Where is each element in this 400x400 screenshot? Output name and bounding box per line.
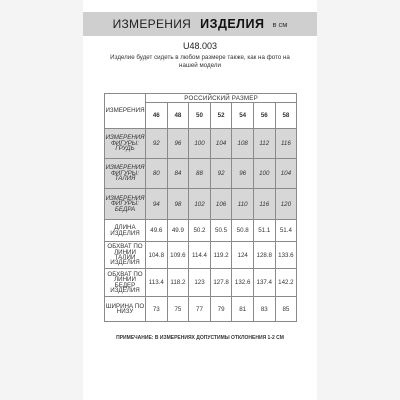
table-cell: 81 (232, 297, 254, 322)
table-cell: 137.4 (253, 269, 275, 297)
tolerance-note: ПРИМЕЧАНИЕ: В ИЗМЕРЕНИЯХ ДОПУСТИМЫ ОТКЛОНЕНИЯ 1-2 СМ (116, 335, 284, 341)
table-row-chest (105, 129, 297, 159)
table-cell: 104.8 (146, 242, 168, 269)
row-label-line: ФИГУРЫ: ГРУДЬ (111, 139, 139, 153)
title-word-product: ИЗДЕЛИЯ (200, 17, 265, 31)
row-label (105, 129, 146, 159)
table-cell: 51.4 (275, 220, 297, 242)
row-label-line: ИЗМЕРЕНИЯ (105, 164, 145, 172)
table-cell: 106 (210, 189, 232, 220)
table-cell: 73 (146, 297, 168, 322)
row-label-line: ИЗДЕЛИЯ (110, 286, 140, 294)
table-cell: 92 (210, 159, 232, 189)
size-header: 48 (167, 103, 189, 129)
table-cell: 119.2 (210, 242, 232, 269)
title-unit: в см (272, 19, 288, 29)
table-cell: 49.9 (167, 220, 189, 242)
table-cell: 75 (167, 297, 189, 322)
table-row-hips (105, 189, 297, 220)
table-cell: 123 (189, 269, 211, 297)
table-cell: 50.2 (189, 220, 211, 242)
row-label-line: ИЗМЕРЕНИЯ (105, 134, 145, 142)
table-cell: 114.4 (189, 242, 211, 269)
table-cell: 133.6 (275, 242, 297, 269)
table-cell: 100 (189, 129, 211, 159)
table-cell: 96 (167, 129, 189, 159)
table-cell: 98 (167, 189, 189, 220)
table-cell: 50.5 (210, 220, 232, 242)
table-cell: 113.4 (146, 269, 168, 297)
table-cell: 94 (146, 189, 168, 220)
row-label-line: ОБХВАТ ПО (107, 243, 143, 251)
table-cell: 49.6 (146, 220, 168, 242)
row-label-line: ЛИНИИ БЕДЕР (114, 276, 136, 289)
table-cell: 104 (275, 159, 297, 189)
row-label-line: ДЛИНА ИЗДЕЛИЯ (110, 224, 140, 237)
table-cell: 83 (253, 297, 275, 322)
row-label-line: НИЗУ (116, 308, 134, 315)
table-row-length (105, 220, 297, 242)
fit-note-line-2: нашей модели (179, 62, 221, 69)
table-cell: 110 (232, 189, 254, 220)
table-row-hem-width (105, 297, 297, 322)
table-cell: 104 (210, 129, 232, 159)
row-label-line: ИЗДЕЛИЯ (110, 259, 140, 267)
size-header: 52 (210, 103, 232, 129)
table-cell: 116 (275, 129, 297, 159)
title-word-measurements: ИЗМЕРЕНИЯ (112, 17, 192, 31)
row-label (105, 297, 146, 322)
size-table (104, 93, 297, 322)
row-label-line: ФИГУРЫ: БЕДРА (111, 200, 139, 213)
row-label-line: ФИГУРЫ: ТАЛИЯ (111, 169, 139, 183)
fit-note (91, 54, 309, 70)
row-label (105, 189, 146, 220)
table-cell: 50.8 (232, 220, 254, 242)
table-cell: 85 (275, 297, 297, 322)
size-header: 50 (189, 103, 211, 129)
table-cell: 118.2 (167, 269, 189, 297)
table-cell: 102 (189, 189, 211, 220)
table-cell: 112 (253, 129, 275, 159)
table-cell: 124 (232, 242, 254, 269)
table-row-waist (105, 159, 297, 189)
table-cell: 96 (232, 159, 254, 189)
row-label (105, 159, 146, 189)
table-cell: 127.8 (210, 269, 232, 297)
table-cell: 109.6 (167, 242, 189, 269)
table-cell: 120 (275, 189, 297, 220)
size-header: 54 (232, 103, 254, 129)
row-label (105, 220, 146, 242)
table-corner-label: ИЗМЕРЕНИЯ (105, 94, 146, 129)
row-label (105, 242, 146, 269)
table-cell: 142.2 (275, 269, 297, 297)
fit-note-line-1: Изделие будет сидеть в любом размере также, как на фото на (110, 54, 290, 61)
table-cell: 92 (146, 129, 168, 159)
row-label-line: ОБХВАТ ПО (107, 270, 143, 278)
table-cell: 84 (167, 159, 189, 189)
table-cell: 80 (146, 159, 168, 189)
table-cell: 108 (232, 129, 254, 159)
table-cell: 51.1 (253, 220, 275, 242)
table-cell: 116 (253, 189, 275, 220)
table-cell: 128.8 (253, 242, 275, 269)
row-label-line: ШИРИНА ПО (105, 302, 145, 310)
table-cell: 79 (210, 297, 232, 322)
table-row-waist-girth (105, 242, 297, 269)
size-header: 58 (275, 103, 297, 129)
size-group-header: РОССИЙСКИЙ РАЗМЕР (146, 94, 297, 103)
row-label-line: ЛИНИИ ТАЛИИ (114, 248, 136, 261)
table-row-hip-girth (105, 269, 297, 297)
table-header-row (105, 94, 297, 103)
size-chart-sheet (83, 0, 317, 400)
article-code: U48.003 (182, 41, 218, 51)
table-cell: 77 (189, 297, 211, 322)
table-cell: 100 (253, 159, 275, 189)
size-header: 46 (146, 103, 168, 129)
table-cell: 88 (189, 159, 211, 189)
row-label-line: ИЗМЕРЕНИЯ (105, 194, 145, 202)
size-header: 56 (253, 103, 275, 129)
title-banner (83, 12, 317, 36)
table-cell: 132.6 (232, 269, 254, 297)
row-label (105, 269, 146, 297)
